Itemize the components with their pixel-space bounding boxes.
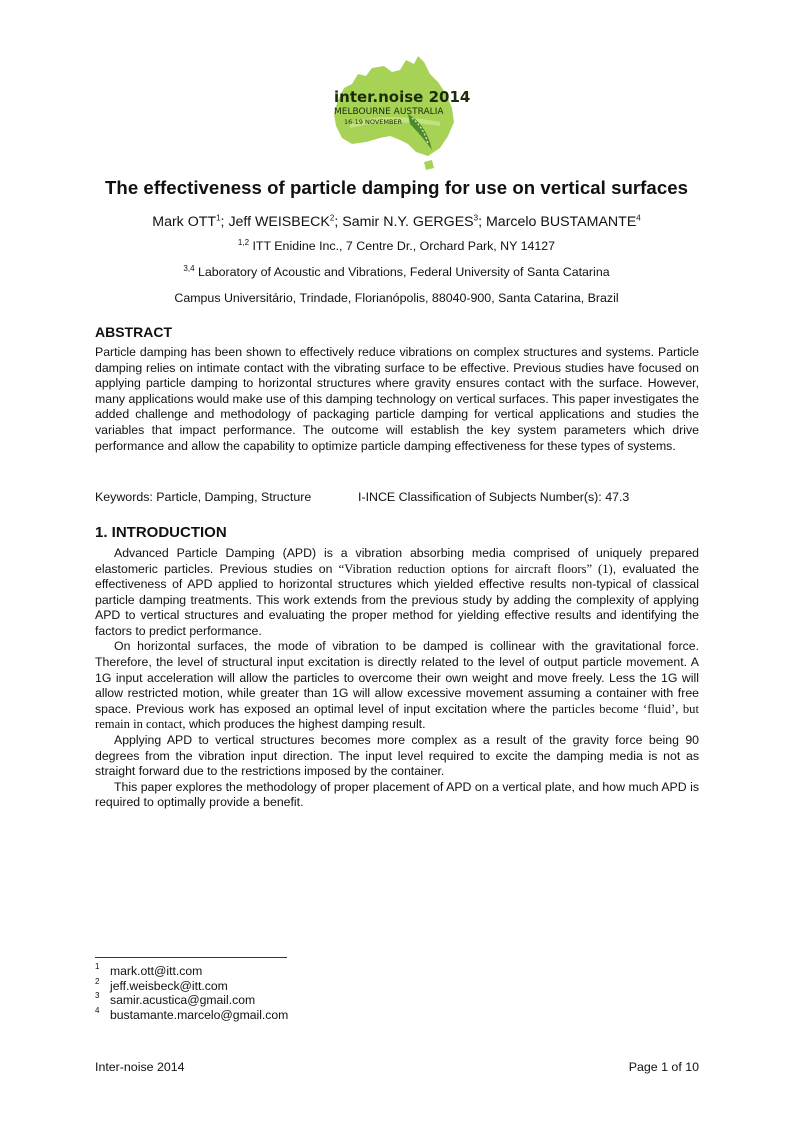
author-name: Jeff WEISBECK [228,214,330,230]
author-name: Marcelo BUSTAMANTE [485,214,637,230]
footnote [95,1005,289,1023]
quoted-text: particles become ‘fluid’, but remain in contact, [95,701,699,732]
paragraph: Applying APD to vertical structures becomes more complex as a result of the gravity force being 90 degrees from the vibration input direction. The input level required to excite the damping media is not as straight forward due to the restrictions imposed by the container. [95,732,699,779]
affiliation-text: ITT Enidine Inc., 7 Centre Dr., Orchard Park, NY 14127 [249,239,556,253]
affiliation-text: Laboratory of Acoustic and Vibrations, Federal University of Santa Catarina [194,265,610,279]
abstract-text: Particle damping has been shown to effectively reduce vibrations on complex structures and systems. Particle damping relies on intimate contact with the vibrating surface to be effective. Previous studies have focused on applying particle damping to horizontal structures where gravity ensures contact with the surface. However, many applications would make use of this damping technology on vertical surfaces. This paper investigates the added challenge and methodology of packaging particle damping for vertical applications and studies the variables that impact performance. The outcome will establish the key system parameters which drive performance and allow the capability to optimize particle damping effectiveness for these types of systems. [95,345,699,453]
author-sep: ; [334,214,343,230]
australia-map-shape [334,56,454,156]
affiliation-sup: 1,2 [237,237,250,247]
logo-location: MELBOURNE AUSTRALIA [334,107,444,117]
affiliation [0,239,793,253]
australia-map-logo [300,52,490,172]
affiliation [0,291,793,305]
footnote-email[interactable]: mark.ott@itt.com [110,964,203,978]
author-list [0,214,793,230]
affiliation-sup: 3,4 [183,263,195,273]
footnote-email[interactable]: jeff.weisbeck@itt.com [110,978,228,993]
footer-conference: Inter-noise 2014 [95,1060,185,1074]
author-name: Mark OTT [152,214,217,230]
section-heading: 1. INTRODUCTION [95,524,227,541]
footnote-number: 2 [95,976,100,986]
footnote-email[interactable]: bustamante.marcelo@gmail.com [110,1007,289,1022]
affiliation-text: Campus Universitário, Trindade, Florianópolis, 88040-900, Santa Catarina, Brazil [174,291,619,305]
abstract-heading: ABSTRACT [95,324,172,340]
logo-dates: 16-19 NOVEMBER [344,118,403,126]
author-sup: 4 [636,213,641,223]
author-name: Samir N.Y. GERGES [342,214,474,230]
keywords: Keywords: Particle, Damping, Structure [95,490,312,504]
footnote-divider [95,957,287,958]
logo-name: inter.noise 2014 [334,88,471,106]
paragraph [95,639,699,732]
author-sep: ; [220,214,229,230]
footnote [95,993,288,1008]
author-sup: 1 [216,213,221,223]
footnotes [95,964,288,1022]
author-sep: ; [478,214,486,230]
footnote-number: 1 [95,962,100,971]
tasmania-shape [424,160,434,170]
conference-logo [300,52,490,172]
paragraph-text: On horizontal surfaces, the mode of vibration to be damped is collinear with the gravitational force. Therefore, the level of structural input excitation is directly related to the level of output particle movement. A 1G input acceleration will allow the particles to overcome their own weight and move freely. Less the 1G will allow restricted motion, while greater than 1G will allow excessive movement assuming a container with free space. Previous work has exposed an optimal level of input excitation where the [95,639,699,716]
paper-title: The effectiveness of particle damping for use on vertical surfaces [105,177,688,198]
paragraph-text: , evaluated the effectiveness of APD applied to horizontal structures which yielded effective results non-typical of classical particle damping treatments. This work extends from the previous study by adding the complexity of applying APD to vertical structures and evaluating the proper method for yielding effective results and identifying the factors to predict performance. [95,561,699,638]
paragraph [95,546,699,639]
reference-citation: “Vibration reduction options for aircraft floors” (1) [338,561,613,576]
footnote-number: 3 [95,991,100,1000]
paragraph-text: which produces the highest damping result. [185,717,426,732]
footnote [95,976,288,994]
paragraph-text: Advanced Particle Damping (APD) is a vibration absorbing media comprised of uniquely prepared elastomeric particles. Previous studies on [95,546,699,576]
footnote [95,964,288,979]
author-sup: 2 [329,213,335,223]
author-sup: 3 [473,213,479,223]
paragraph: This paper explores the methodology of proper placement of APD on a vertical plate, and how much APD is required to optimally provide a benefit. [95,779,699,810]
introduction-body [95,546,699,811]
footnote-email[interactable]: samir.acustica@gmail.com [110,993,256,1007]
footnote-number: 4 [95,1005,100,1015]
page-number: Page 1 of 10 [628,1060,699,1074]
affiliation [0,265,793,279]
classification: I-INCE Classification of Subjects Number(s): 47.3 [358,490,630,504]
